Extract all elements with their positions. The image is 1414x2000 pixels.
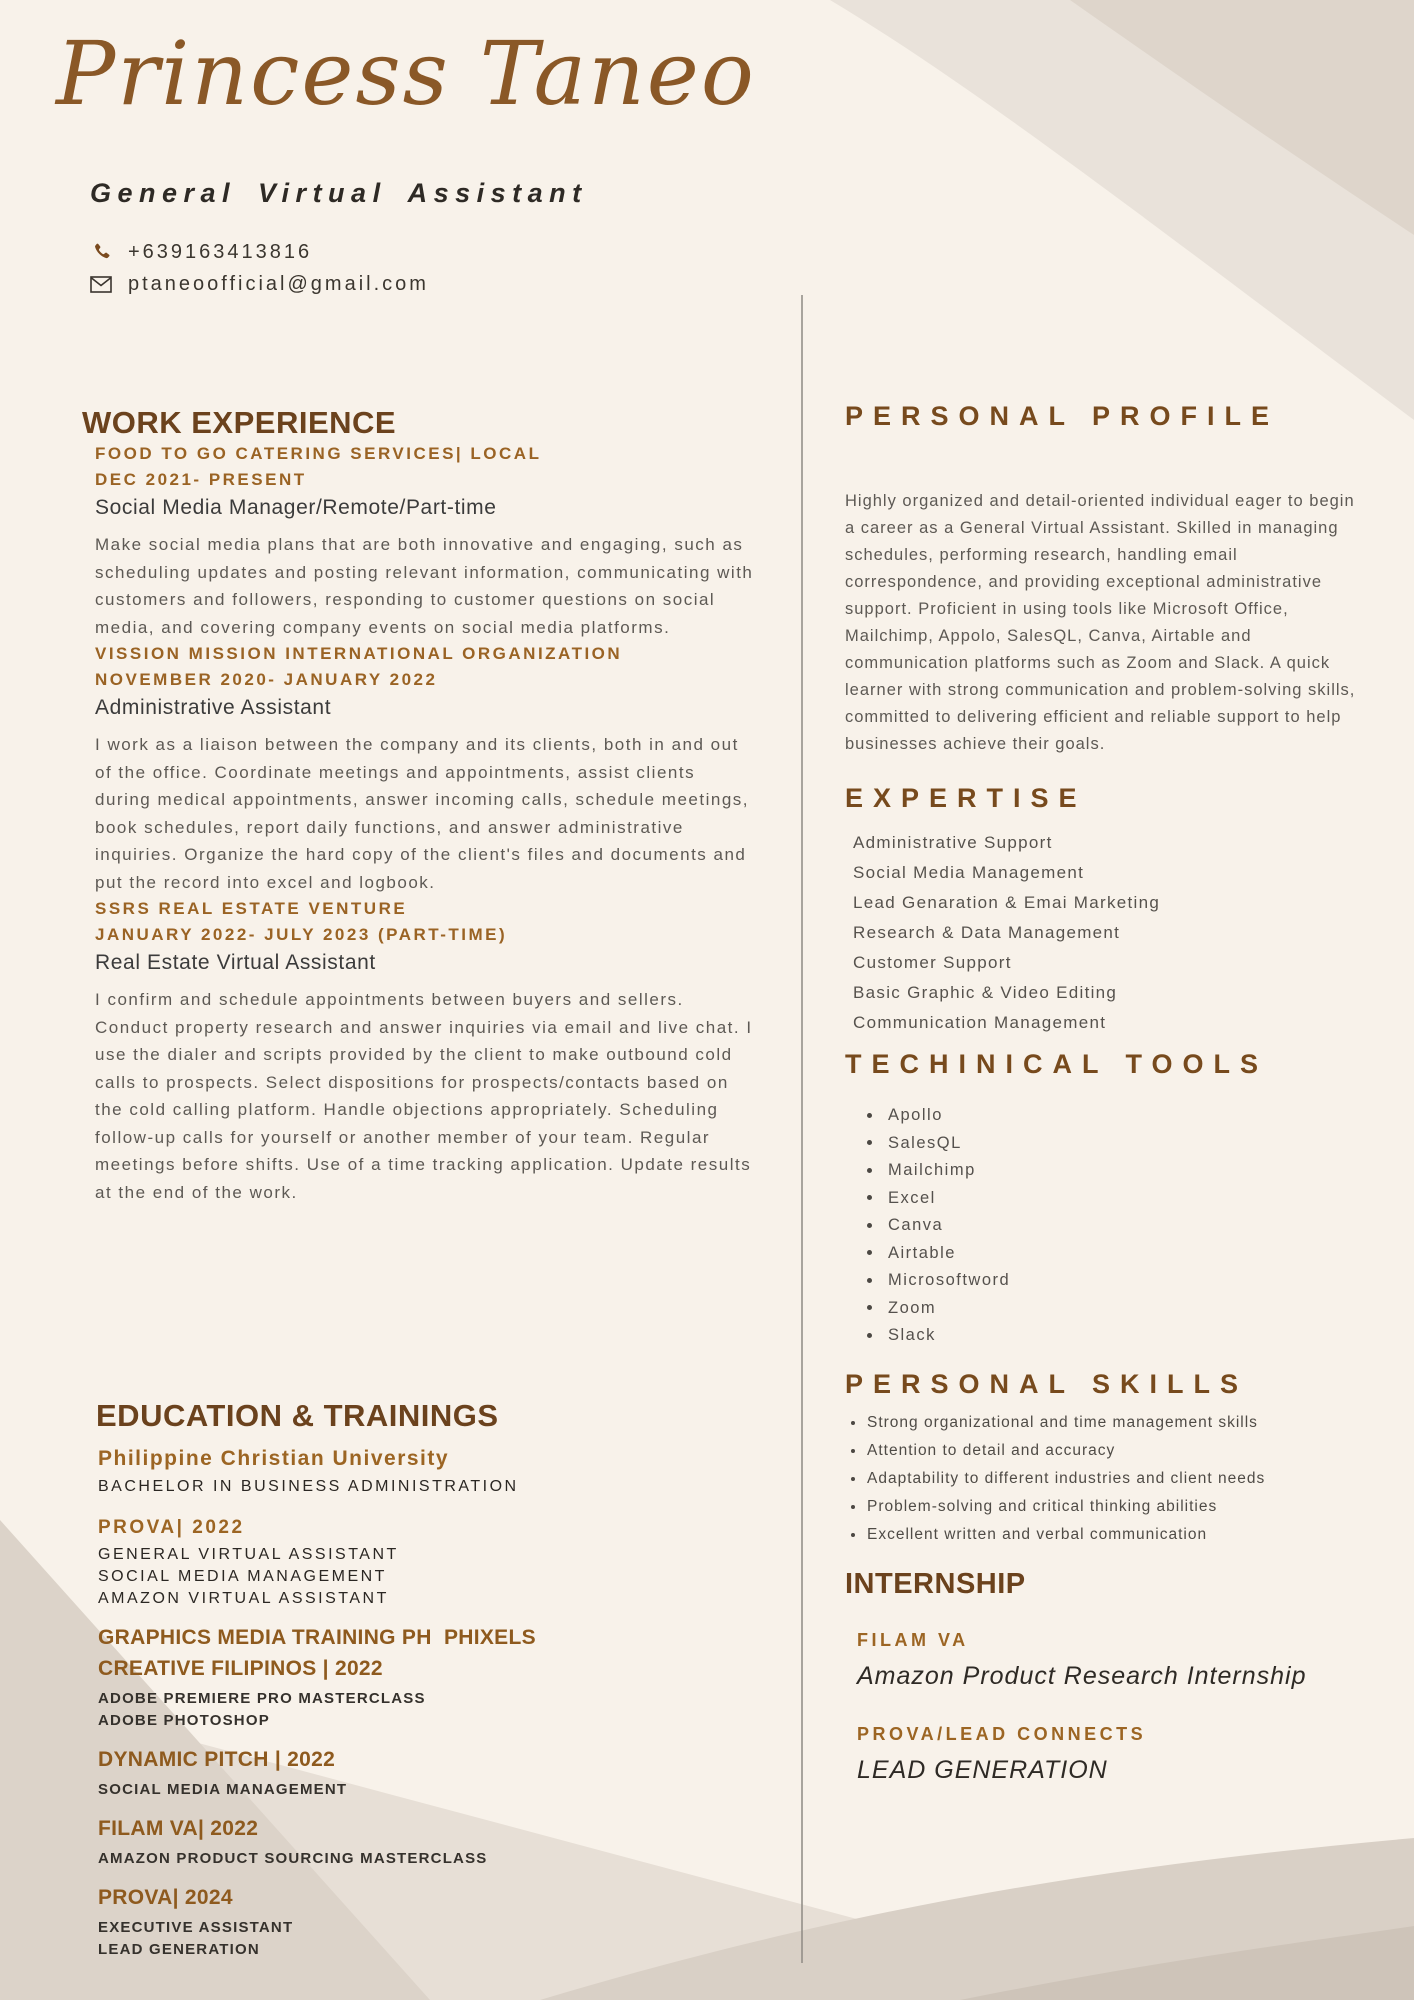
email-address: ptaneoofficial@gmail.com [128,272,429,295]
education-title-line: CREATIVE FILIPINOS | 2022 [98,1657,383,1680]
internship-org: PROVA/LEAD CONNECTS [857,1724,1147,1744]
job-list [82,441,754,1206]
skill-item: Attention to detail and accuracy [851,1440,1365,1462]
education-title [98,1882,736,1913]
job-dates: JANUARY 2022- JULY 2023 (PART-TIME) [95,925,508,944]
education-title-line: FILAM VA| 2022 [98,1817,259,1840]
education-detail-line: ADOBE PHOTOSHOP [98,1712,270,1729]
personal-profile-text: Highly organized and detail-oriented individual eager to begin a career as a General Virtual Assistant. Skilled in managing schedules, performing research, handling email correspondence, and providing exceptional administrative support. Proficient in using tools like Microsoft Office, Mailchimp, Appolo, SalesQL, Canva, Airtable and communication platforms such as Zoom and Slack. A quick learner with strong communication and problem-solving skills, committed to delivering efficient and reliable support to help businesses achieve their goals. [845,492,1356,753]
education-detail-line: SOCIAL MEDIA MANAGEMENT [98,1568,387,1585]
tool-item: Excel [867,1187,1365,1209]
education-detail-line: AMAZON VIRTUAL ASSISTANT [98,1590,389,1607]
education-details [98,1688,736,1732]
email-row [88,268,429,300]
phone-number: +639163413816 [128,240,313,263]
expertise-item: Communication Management [853,1013,1107,1032]
work-experience-section [82,405,754,1206]
education-detail-line: ADOBE PREMIERE PRO MASTERCLASS [98,1690,426,1707]
education-details [98,1779,736,1801]
education-entry [98,1744,736,1801]
job-description: I confirm and schedule appointments between buyers and sellers. Conduct property research and answer inquiries via email and live chat. I use the dialer and scripts provided by the client to make outbound cold calls to prospects. Select dispositions for prospects/contacts based on the cold calling platform. Handle objections appropriately. Scheduling follow-up calls for yourself or another member of your team. Regular meetings before shifts. Use of a time tracking application. Update results at the end of the work. [95,990,753,1202]
internship-org: FILAM VA [857,1630,969,1650]
skill-item: Excellent written and verbal communication [851,1524,1365,1546]
job-entry [95,441,754,641]
education-detail-line: LEAD GENERATION [98,1941,260,1958]
education-title-line: GRAPHICS MEDIA TRAINING PH PHIXELS [98,1626,536,1649]
personal-profile-heading: PERSONAL PROFILE [845,401,1280,431]
education-entry [98,1622,736,1732]
education-entry [98,1882,736,1961]
personal-skills-heading: PERSONAL SKILLS [845,1369,1249,1399]
tool-item: Zoom [867,1297,1365,1319]
person-name: Princess Taneo [56,22,756,125]
contact-block [88,236,429,300]
internship-role: LEAD GENERATION [857,1756,1108,1784]
education-details [98,1476,736,1498]
education-details [98,1544,736,1610]
expertise-item: Research & Data Management [853,923,1121,942]
job-dates: DEC 2021- PRESENT [95,470,307,489]
education-title-line: DYNAMIC PITCH | 2022 [98,1748,336,1771]
education-title [98,1516,736,1540]
internship-entry [857,1628,1365,1692]
education-detail-line: SOCIAL MEDIA MANAGEMENT [98,1781,348,1798]
skill-item: Strong organizational and time management skills [851,1412,1365,1434]
education-title [98,1622,736,1684]
skill-item: Problem-solving and critical thinking abilities [851,1496,1365,1518]
job-entry [95,896,753,1206]
education-section [96,1398,736,1961]
work-experience-heading: WORK EXPERIENCE [82,405,397,440]
tools-list [867,1104,1365,1346]
tool-item: Microsoftword [867,1269,1365,1291]
education-entry [98,1446,736,1498]
expertise-heading: EXPERTISE [845,783,1087,813]
job-company-name: VISSION MISSION INTERNATIONAL ORGANIZATION [95,644,623,663]
technical-tools-heading: TECHINICAL TOOLS [845,1049,1269,1079]
expertise-item: Basic Graphic & Video Editing [853,983,1118,1002]
education-entry [98,1813,736,1870]
tool-item: SalesQL [867,1132,1365,1154]
skills-list [851,1412,1365,1546]
expertise-item: Customer Support [853,953,1012,972]
job-company [95,896,750,948]
education-detail-line: BACHELOR IN BUSINESS ADMINISTRATION [98,1478,519,1495]
technical-tools-section [845,1048,1365,1346]
job-role: Real Estate Virtual Assistant [95,951,376,974]
envelope-icon [88,276,114,293]
education-title-line: PROVA| 2024 [98,1886,233,1909]
expertise-list [853,832,1365,1034]
education-title [98,1446,736,1472]
job-company [95,441,750,493]
job-dates: NOVEMBER 2020- JANUARY 2022 [95,670,438,689]
person-title: General Virtual Assistant [90,178,588,208]
phone-icon [88,242,114,263]
education-heading: EDUCATION & TRAININGS [96,1398,499,1433]
tool-item: Canva [867,1214,1365,1236]
tool-item: Airtable [867,1242,1365,1264]
education-entry [98,1516,736,1610]
education-title-line: Philippine Christian University [98,1447,450,1470]
tool-item: Apollo [867,1104,1365,1126]
skill-item: Adaptability to different industries and client needs [851,1468,1365,1490]
education-title [98,1744,736,1775]
job-role: Social Media Manager/Remote/Part-time [95,496,497,519]
internship-role: Amazon Product Research Internship [857,1662,1307,1690]
education-detail-line: AMAZON PRODUCT SOURCING MASTERCLASS [98,1850,488,1867]
job-description: I work as a liaison between the company and its clients, both in and out of the office. Coordinate meetings and appointments, assist clients during medical appointments, answer incoming calls, schedule meetings, book schedules, report daily functions, and answer administrative inquiries. Organize the hard copy of the client's files and documents and put the record into excel and logbook. [95,735,750,892]
expertise-section [845,782,1365,1034]
phone-row [88,236,429,268]
education-title [98,1813,736,1844]
internship-entry [857,1722,1365,1786]
expertise-item: Lead Genaration & Emai Marketing [853,893,1161,912]
job-entry [95,641,750,896]
internship-list [845,1628,1365,1786]
education-details [98,1848,736,1870]
personal-skills-section [845,1368,1365,1546]
tool-item: Slack [867,1324,1365,1346]
job-company-name: FOOD TO GO CATERING SERVICES| LOCAL [95,444,542,463]
internship-heading: INTERNSHIP [845,1568,1026,1600]
job-role: Administrative Assistant [95,696,332,719]
job-description: Make social media plans that are both innovative and engaging, such as scheduling updates and posting relevant information, communicating with customers and followers, responding to customer questions on social media, and covering company events on social media platforms. [95,535,754,637]
tool-item: Mailchimp [867,1159,1365,1181]
internship-section [845,1566,1365,1786]
education-title-line: PROVA| 2022 [98,1517,245,1538]
column-divider [801,295,803,1963]
education-detail-line: GENERAL VIRTUAL ASSISTANT [98,1546,399,1563]
education-detail-line: EXECUTIVE ASSISTANT [98,1919,294,1936]
education-details [98,1917,736,1961]
education-list [96,1446,736,1961]
right-column [845,400,1365,1786]
expertise-item: Social Media Management [853,863,1085,882]
expertise-item: Administrative Support [853,833,1053,852]
job-company-name: SSRS REAL ESTATE VENTURE [95,899,408,918]
personal-profile-section [845,400,1365,758]
job-company [95,641,750,693]
